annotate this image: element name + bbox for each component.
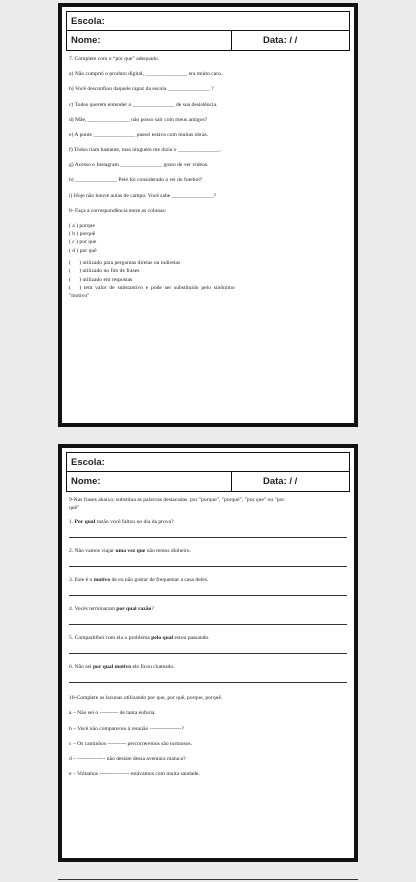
question-8-title: 8- Faça a correspondência entre as colunas: <box>69 207 167 214</box>
worksheet-page-2 <box>58 444 358 862</box>
q9-item-4: 4. Vocês terminaram por qual razão? <box>69 606 154 613</box>
question-9-10-content <box>62 492 354 778</box>
q9-item-5: 5. Compartilhei com ela o problema pelo qual estou passando. <box>69 635 210 642</box>
header-divider <box>231 31 232 50</box>
q8-option-d: ( d ) por quê <box>69 247 97 254</box>
q10-item-c: c – Os caminhos ---------- percorreremos são tortuosos. <box>69 740 193 747</box>
q10-item-d: d – --------------- não desiste dessa aventura maluca? <box>69 755 186 762</box>
q9-item-6: 6. Não sei por qual motivo ele ficou chateado. <box>69 664 175 671</box>
header-divider <box>231 472 232 491</box>
question-7-8-content <box>62 51 354 300</box>
date-label: Data: / / <box>263 476 298 487</box>
school-field <box>67 12 349 31</box>
question-7-title: 7. Complete com o “por que” adequado. <box>69 56 160 62</box>
name-date-row <box>67 31 349 50</box>
worksheet-page-1 <box>58 3 358 427</box>
q8-use-3: ( ) utilizado em respostas <box>69 276 133 283</box>
question-10-title: 10-Complete as lacunas utilizando por que, por quê, porque, porquê. <box>69 695 223 702</box>
school-label: Escola: <box>71 15 105 27</box>
q9-item-3: 3. Este é o motivo de eu não gostar de frequentar a casa deles. <box>69 577 209 584</box>
q10-item-a: a – Não sei o ---------- de tanta euforia. <box>69 710 156 717</box>
header-box <box>66 452 350 492</box>
answer-line[interactable] <box>69 555 347 567</box>
q7-item-d: d) Mãe, _______________ não posso sair com meus amigos? <box>69 116 208 123</box>
q7-item-c: c) Todos querem entender o _______________ de sua desistência. <box>69 101 218 108</box>
next-page-edge <box>58 879 358 880</box>
answer-line[interactable] <box>69 671 347 683</box>
answer-line[interactable] <box>69 584 347 596</box>
q8-option-c: ( c ) por que <box>69 239 97 246</box>
question-9-title-cont: quê" <box>69 505 80 512</box>
header-box <box>66 11 350 51</box>
name-label: Nome: <box>71 35 101 46</box>
q8-option-b: ( b ) porquê <box>69 231 96 238</box>
q8-option-a: ( a ) porque <box>69 222 95 229</box>
q8-use-2: ( ) utilizado no fim de frases <box>69 268 140 275</box>
q8-use-4: ( ) tem valor de substantivo e pode ser substituído pelo sinônimo <box>69 284 235 291</box>
q9-item-2: 2. Não vamos viajar uma vez que não temos dinheiro. <box>69 548 191 555</box>
q8-use-1: ( ) utilizado para perguntas diretas ou indiretas <box>69 260 181 267</box>
q9-item-1: 1. Por qual razão você faltou no dia da prova? <box>69 519 174 526</box>
q7-item-a: a) Não comprei o produto digital, _______________ era muito caro. <box>69 71 223 78</box>
q7-item-f: f) Todos riam bastante, mas ninguém me dizia o _______________. <box>69 147 222 154</box>
school-label: Escola: <box>71 456 105 468</box>
date-label: Data: / / <box>263 35 298 46</box>
name-date-row <box>67 472 349 491</box>
q7-item-e: e) A ponte _______________ passei estava com muitas obras. <box>69 131 209 138</box>
q7-item-b: b) Você desconfiou daquele rapaz da escola _______________ ? <box>69 86 214 93</box>
q10-item-b: b – Você não compareceu à reunião -----------------? <box>69 725 184 732</box>
answer-line[interactable] <box>69 526 347 538</box>
q7-item-g: g) Acesso o Instagram _______________ gosto de ver vídeos. <box>69 162 209 169</box>
q10-item-e: e – Voltamos ---------------- estávamos com muita saudade. <box>69 771 200 778</box>
school-field <box>67 453 349 472</box>
q7-item-h: h) _______________ Pelé foi considerado o rei do futebol? <box>69 177 203 184</box>
answer-line[interactable] <box>69 642 347 654</box>
question-9-title: 9-Nas frases abaixo, substitua as palavras destacadas por "porque", "porquê", "por que" ou "por <box>69 497 285 503</box>
answer-line[interactable] <box>69 613 347 625</box>
name-label: Nome: <box>71 476 101 487</box>
q8-use-4-cont: "motivo" <box>69 293 90 300</box>
q7-item-i: i) Hoje não houve aulas de campo. Você sabe _______________? <box>69 192 217 199</box>
